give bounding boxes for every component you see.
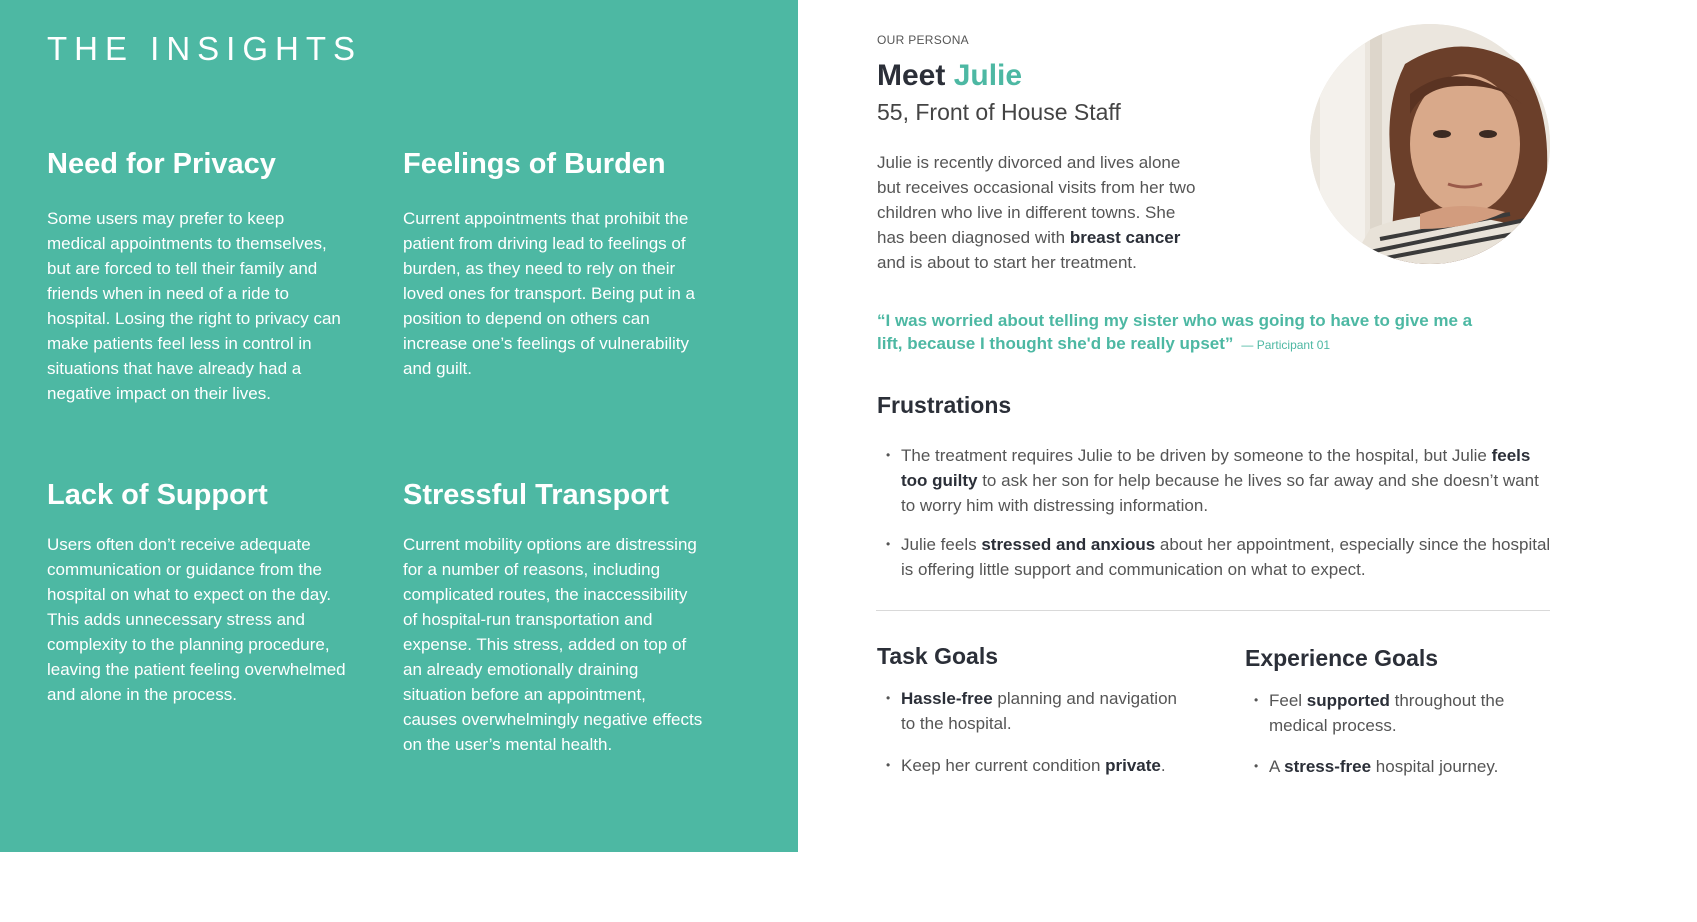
insight-body: Current appointments that prohibit the patient from driving lead to feelings of burden, as they need to rely on their loved ones for transport. Being put in a position to depend on others can increase one’s feelings of vulnerability and guilt. bbox=[403, 209, 696, 378]
insight-heading: Feelings of Burden bbox=[403, 148, 666, 180]
persona-title bbox=[877, 59, 1022, 93]
persona-name: Julie bbox=[953, 59, 1023, 92]
quote-attribution: — Participant 01 bbox=[1241, 338, 1331, 352]
insight-lack-of-support bbox=[47, 478, 347, 707]
divider bbox=[876, 610, 1550, 611]
persona-overline: OUR PERSONA bbox=[877, 33, 969, 47]
task-goals-list bbox=[877, 686, 1187, 795]
insight-feelings-of-burden bbox=[403, 147, 703, 381]
insight-heading: Stressful Transport bbox=[403, 479, 669, 511]
persona-bio: Julie is recently divorced and lives alone but receives occasional visits from her two children who live in different towns. She has been diagnosed with breast cancer and is about to start her treatment. bbox=[877, 153, 1196, 272]
list-item: • A stress-free hospital journey. bbox=[1245, 754, 1525, 779]
frustrations-list bbox=[877, 443, 1557, 596]
insight-body: Current mobility options are distressing for a number of reasons, including complicated routes, the inaccessibility of hospital-run transportation and expense. This stress, added on top of an already emotionally draining situation before an appointment, causes overwhelmingly negative effects on the user’s mental health. bbox=[403, 535, 703, 754]
frustrations-heading: Frustrations bbox=[877, 392, 1012, 418]
list-item: • Feel supported throughout the medical process. bbox=[1245, 688, 1525, 738]
insights-panel bbox=[0, 0, 798, 852]
experience-goals-list bbox=[1245, 688, 1525, 795]
insight-body: Users often don’t receive adequate communication or guidance from the hospital on what to expect on the day. This adds unnecessary stress and complexity to the planning procedure, leaving the patient feeling overwhelmed and alone in the process. bbox=[47, 535, 346, 704]
task-goals-heading: Task Goals bbox=[877, 643, 999, 669]
persona-portrait-icon bbox=[1310, 24, 1550, 264]
insights-title: THE INSIGHTS bbox=[47, 30, 363, 67]
list-item: • Keep her current condition private. bbox=[877, 753, 1187, 778]
persona-quote: “I was worried about telling my sister who was going to have to give me a lift, because I thought she'd be really upset” — Participant 01 bbox=[877, 311, 1473, 353]
experience-goals-heading: Experience Goals bbox=[1245, 645, 1439, 671]
list-item: • The treatment requires Julie to be driven by someone to the hospital, but Julie feels too guilty to ask her son for help because he lives so far away and she doesn’t want to worry him with distressing information. bbox=[877, 443, 1557, 518]
persona-panel bbox=[798, 0, 1697, 922]
insight-heading: Need for Privacy bbox=[47, 148, 276, 180]
insight-need-for-privacy bbox=[47, 147, 347, 406]
insight-body: Some users may prefer to keep medical appointments to themselves, but are forced to tell their family and friends when in need of a ride to hospital. Losing the right to privacy can make patients feel less in control in situations that have already had a negative impact on their lives. bbox=[47, 209, 341, 403]
list-item: • Hassle-free planning and navigation to the hospital. bbox=[877, 686, 1187, 736]
meet-prefix: Meet bbox=[877, 59, 946, 92]
insight-stressful-transport bbox=[403, 478, 703, 757]
list-item: • Julie feels stressed and anxious about her appointment, especially since the hospital is offering little support and communication on what to expect. bbox=[877, 532, 1557, 582]
insight-heading: Lack of Support bbox=[47, 479, 268, 511]
persona-role: 55, Front of House Staff bbox=[877, 99, 1121, 125]
